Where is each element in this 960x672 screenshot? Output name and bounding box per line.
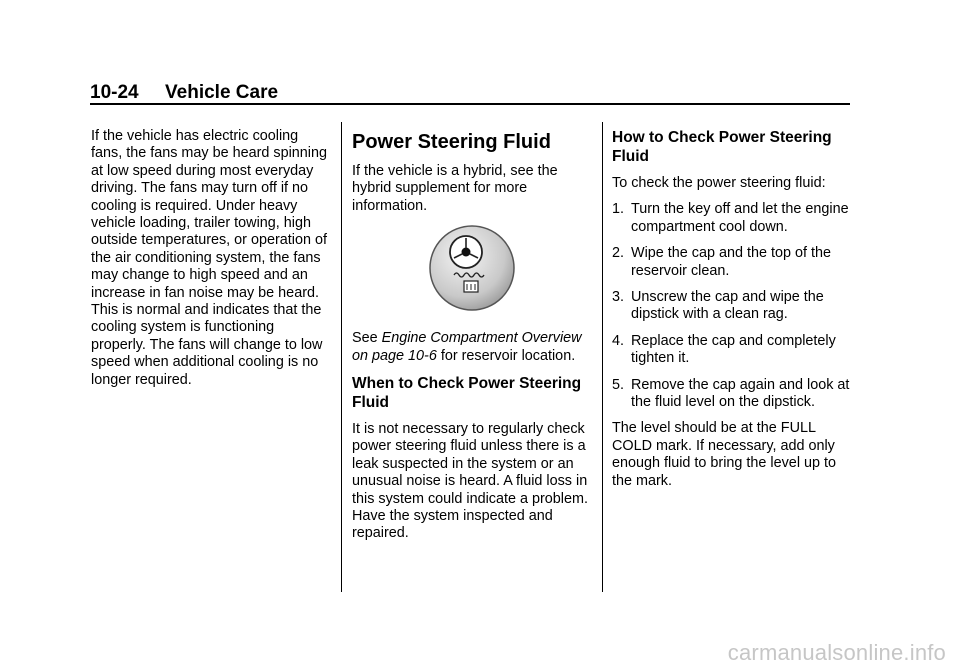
step-number: 3. [612, 289, 625, 306]
page-number: 10-24 [90, 82, 139, 103]
see-prefix: See [352, 330, 382, 347]
watermark: carmanualsonline.info [727, 640, 946, 665]
step-number: 2. [612, 245, 625, 262]
step-number: 4. [612, 332, 625, 349]
when-to-check-heading: When to Check Power Steering Fluid [352, 375, 582, 412]
engine-compartment-link[interactable]: Engine Compartment Overview on page 10-6 [352, 330, 582, 364]
fluid-level-note: The level should be at the FULL COLD mark. If necessary, add only enough fluid to bring the level up to the mark. [612, 420, 837, 489]
list-item [612, 289, 857, 324]
icon-container [352, 224, 592, 320]
cooling-fans-paragraph: If the vehicle has electric cooling fans, the fans may be heard spinning at low speed during most everyday driving. The fans may turn off if no cooling is required. Under heavy vehicle loading, trailer towing, high outside temperatures, or operation of the air conditioning system, the fans may change to high speed and an increase in fan noise may be heard. This is normal and indicates that the cooling system is functioning properly. The fans will change to low speed when additional cooling is no longer required. [91, 128, 327, 388]
when-to-check-body: It is not necessary to regularly check power steering fluid unless there is a leak suspected in the system or an unusual noise is heard. A fluid loss in this system could indicate a problem. Have the system inspected and repaired. [352, 421, 588, 542]
column-divider-1 [341, 122, 342, 592]
page-header-text [90, 82, 278, 104]
column-2 [352, 128, 592, 552]
list-item [612, 201, 857, 236]
list-item [612, 333, 857, 368]
step-number: 5. [612, 376, 625, 393]
header-rule [90, 103, 850, 105]
column-1 [91, 128, 331, 398]
list-item [612, 377, 857, 412]
power-steering-fluid-cap-icon [428, 224, 516, 312]
how-to-check-intro: To check the power steering fluid: [612, 175, 826, 191]
hybrid-note: If the vehicle is a hybrid, see the hybrid supplement for more information. [352, 163, 558, 214]
see-suffix: for reservoir location. [436, 347, 576, 364]
step-text: Turn the key off and let the engine compartment cool down. [631, 201, 849, 235]
power-steering-heading: Power Steering Fluid [352, 131, 551, 153]
step-text: Replace the cap and completely tighten it. [631, 332, 836, 367]
column-3 [612, 128, 857, 499]
step-number: 1. [612, 201, 625, 218]
column-divider-2 [602, 122, 603, 592]
step-text: Wipe the cap and the top of the reservoir clean. [631, 245, 832, 279]
step-text: Remove the cap again and look at the fluid level on the dipstick. [631, 376, 850, 411]
how-to-check-heading: How to Check Power Steering Fluid [612, 129, 832, 165]
section-title: Vehicle Care [165, 82, 279, 103]
reservoir-location-note [352, 330, 592, 365]
step-text: Unscrew the cap and wipe the dipstick with a clean rag. [631, 289, 824, 323]
steps-list [612, 201, 857, 411]
list-item [612, 245, 857, 280]
